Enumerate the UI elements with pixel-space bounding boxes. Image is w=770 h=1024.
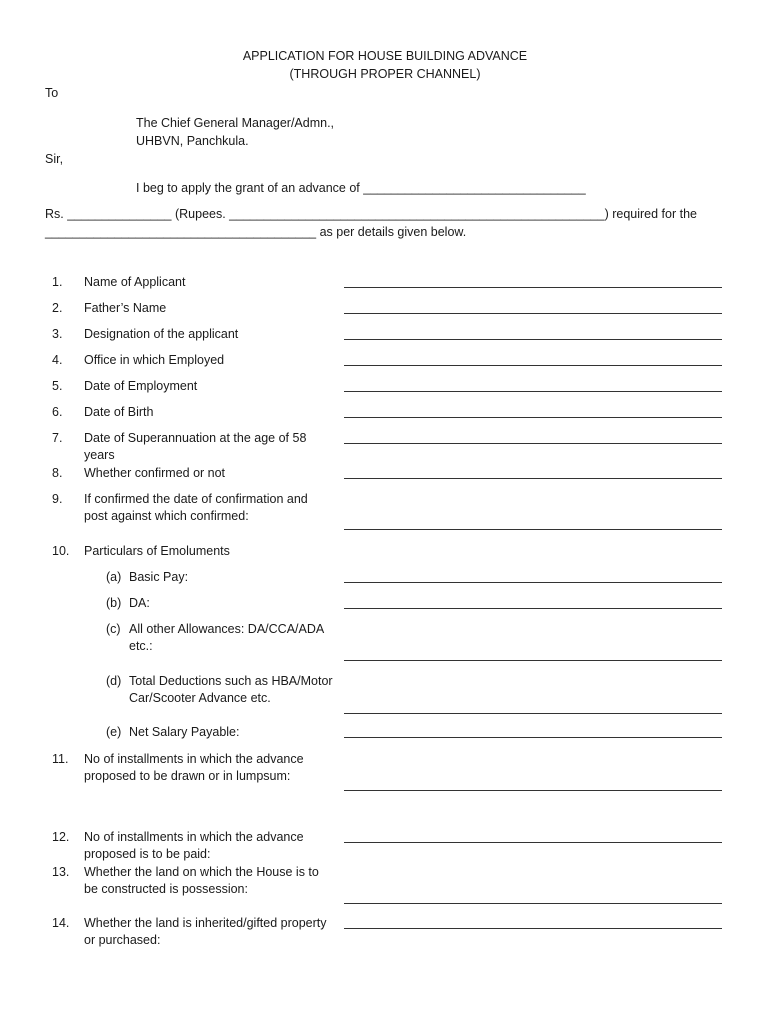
item-number: 3. [52, 327, 63, 341]
field-installments-paid[interactable] [344, 842, 722, 843]
body-line-2: Rs. _______________ (Rupees. ______________________________________________________) required for the [45, 207, 697, 221]
sub-item-key: (d) [106, 674, 122, 688]
item-number: 11. [52, 752, 69, 766]
field-date-of-superannuation[interactable] [344, 443, 722, 444]
item-number: 5. [52, 379, 63, 393]
item-label-office: Office in which Employed [84, 353, 225, 367]
item-number: 8. [52, 466, 63, 480]
item-number: 7. [52, 431, 63, 445]
field-basic-pay[interactable] [344, 582, 722, 583]
item-label-name-of-applicant: Name of Applicant [84, 275, 186, 289]
item-number: 12. [52, 830, 70, 844]
sub-item-key: (e) [106, 725, 122, 739]
item-label-date-of-superannuation: Date of Superannuation at the age of 58 years [84, 431, 307, 462]
item-number: 2. [52, 301, 63, 315]
field-fathers-name[interactable] [344, 313, 722, 314]
item-number: 13. [52, 865, 70, 879]
sub-item-key: (a) [106, 570, 122, 584]
field-date-of-birth[interactable] [344, 417, 722, 418]
field-land-inherited[interactable] [344, 928, 722, 929]
item-label-date-of-confirmation: If confirmed the date of confirmation and post against which confirmed: [84, 492, 308, 523]
sub-item-key: (c) [106, 622, 121, 636]
item-number: 1. [52, 275, 63, 289]
item-number: 10. [52, 544, 70, 558]
field-other-allowances[interactable] [344, 660, 722, 661]
form-title: APPLICATION FOR HOUSE BUILDING ADVANCE [242, 49, 528, 63]
item-label-date-of-employment: Date of Employment [84, 379, 198, 393]
addressee-line-2: UHBVN, Panchkula. [136, 134, 249, 148]
body-line-1: I beg to apply the grant of an advance of ________________________________ [136, 181, 586, 195]
field-office[interactable] [344, 365, 722, 366]
sub-item-label-total-deductions: Total Deductions such as HBA/Motor Car/Scooter Advance etc. [129, 674, 333, 705]
item-label-emoluments: Particulars of Emoluments [84, 544, 230, 558]
item-label-land-inherited: Whether the land is inherited/gifted property or purchased: [84, 916, 327, 947]
field-installments-drawn[interactable] [344, 790, 722, 791]
item-label-installments-drawn: No of installments in which the advance proposed to be drawn or in lumpsum: [84, 752, 304, 783]
field-da[interactable] [344, 608, 722, 609]
field-date-of-confirmation[interactable] [344, 529, 722, 530]
item-label-installments-paid: No of installments in which the advance proposed is to be paid: [84, 830, 304, 861]
item-label-fathers-name: Father’s Name [84, 301, 167, 315]
sub-item-key: (b) [106, 596, 122, 610]
field-whether-confirmed[interactable] [344, 478, 722, 479]
to-label: To [45, 86, 59, 100]
field-name-of-applicant[interactable] [344, 287, 722, 288]
item-label-land-possession: Whether the land on which the House is to be constructed is possession: [84, 865, 319, 896]
item-label-whether-confirmed: Whether confirmed or not [84, 466, 226, 480]
item-number: 14. [52, 916, 70, 930]
sub-item-label-net-salary: Net Salary Payable: [129, 725, 240, 739]
item-number: 9. [52, 492, 63, 506]
salutation: Sir, [45, 152, 64, 166]
item-number: 4. [52, 353, 63, 367]
field-designation[interactable] [344, 339, 722, 340]
field-net-salary[interactable] [344, 737, 722, 738]
field-date-of-employment[interactable] [344, 391, 722, 392]
field-total-deductions[interactable] [344, 713, 722, 714]
field-land-possession[interactable] [344, 903, 722, 904]
item-label-designation: Designation of the applicant [84, 327, 239, 341]
body-line-3: _______________________________________ as per details given below. [45, 225, 467, 239]
item-label-date-of-birth: Date of Birth [84, 405, 154, 419]
form-subtitle: (THROUGH PROPER CHANNEL) [289, 67, 481, 81]
sub-item-label-da: DA: [129, 596, 150, 610]
sub-item-label-other-allowances: All other Allowances: DA/CCA/ADA etc.: [129, 622, 324, 653]
sub-item-label-basic-pay: Basic Pay: [129, 570, 189, 584]
addressee-line-1: The Chief General Manager/Admn., [136, 116, 335, 130]
item-number: 6. [52, 405, 63, 419]
